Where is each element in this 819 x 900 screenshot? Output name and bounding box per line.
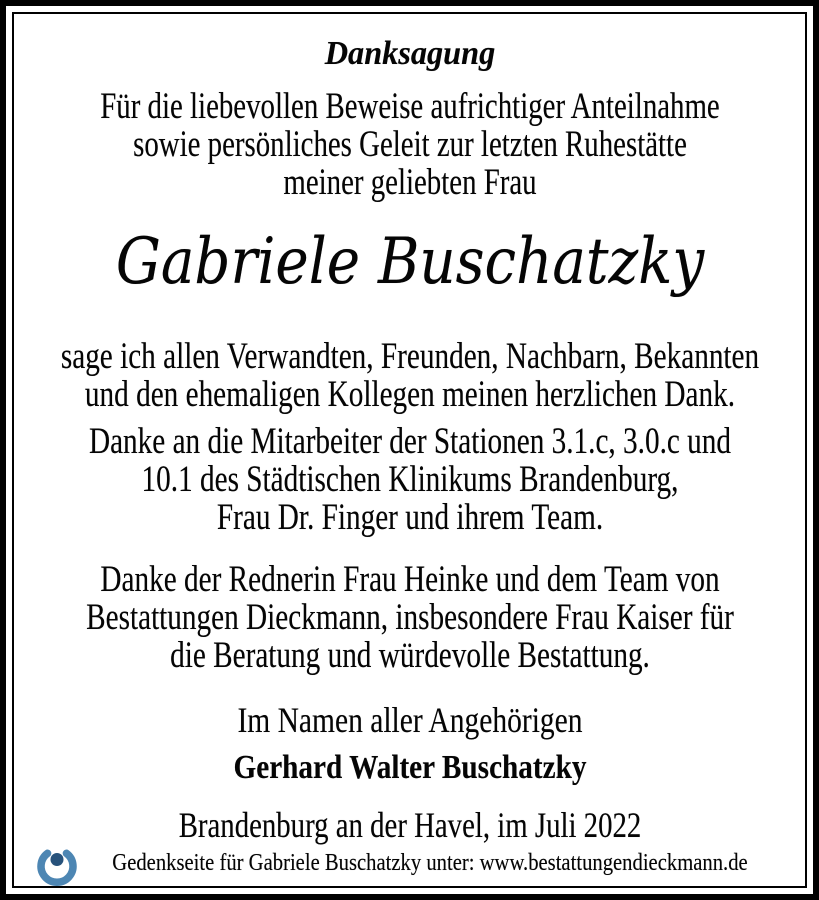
notice-title: Danksagung bbox=[324, 35, 495, 72]
intro-line: sowie persönliches Geleit zur letzten Ruhestätte bbox=[132, 124, 687, 165]
thanks-line: die Beratung und würdevolle Bestattung. bbox=[169, 635, 650, 676]
thanks-line: Bestattungen Dieckmann, insbesondere Frau Kaiser für bbox=[85, 597, 734, 638]
in-name-of-line: Im Namen aller Angehörigen bbox=[236, 700, 583, 740]
thanks-funeral-paragraph bbox=[7, 561, 813, 675]
thanks-line: Danke an die Mitarbeiter der Stationen 3.1.c, 3.0.c und bbox=[88, 421, 731, 462]
thanks-relatives-paragraph bbox=[7, 338, 813, 414]
thanks-line: Frau Dr. Finger und ihrem Team. bbox=[216, 497, 603, 538]
intro-paragraph bbox=[12, 88, 808, 202]
intro-line: Für die liebevollen Beweise aufrichtiger Anteilnahme bbox=[99, 86, 720, 127]
thanks-line: sage ich allen Verwandten, Freunden, Nachbarn, Bekannten bbox=[60, 336, 759, 377]
deceased-name: Gabriele Buschatzky bbox=[115, 225, 704, 299]
thanks-line: und den ehemaligen Kollegen meinen herzlichen Dank. bbox=[84, 374, 735, 415]
intro-line: meiner geliebten Frau bbox=[282, 162, 537, 203]
place-date-line: Brandenburg an der Havel, im Juli 2022 bbox=[178, 805, 641, 845]
thanks-line: Danke der Rednerin Frau Heinke und dem Team von bbox=[99, 559, 720, 600]
thanks-clinic-paragraph bbox=[7, 423, 813, 537]
memorial-site-line: Gedenkseite für Gabriele Buschatzky unter: www.bestattungendieckmann.de bbox=[111, 850, 748, 876]
signatory-name: Gerhard Walter Buschatzky bbox=[232, 749, 587, 786]
thanks-line: 10.1 des Städtischen Klinikums Brandenburg, bbox=[141, 459, 678, 500]
